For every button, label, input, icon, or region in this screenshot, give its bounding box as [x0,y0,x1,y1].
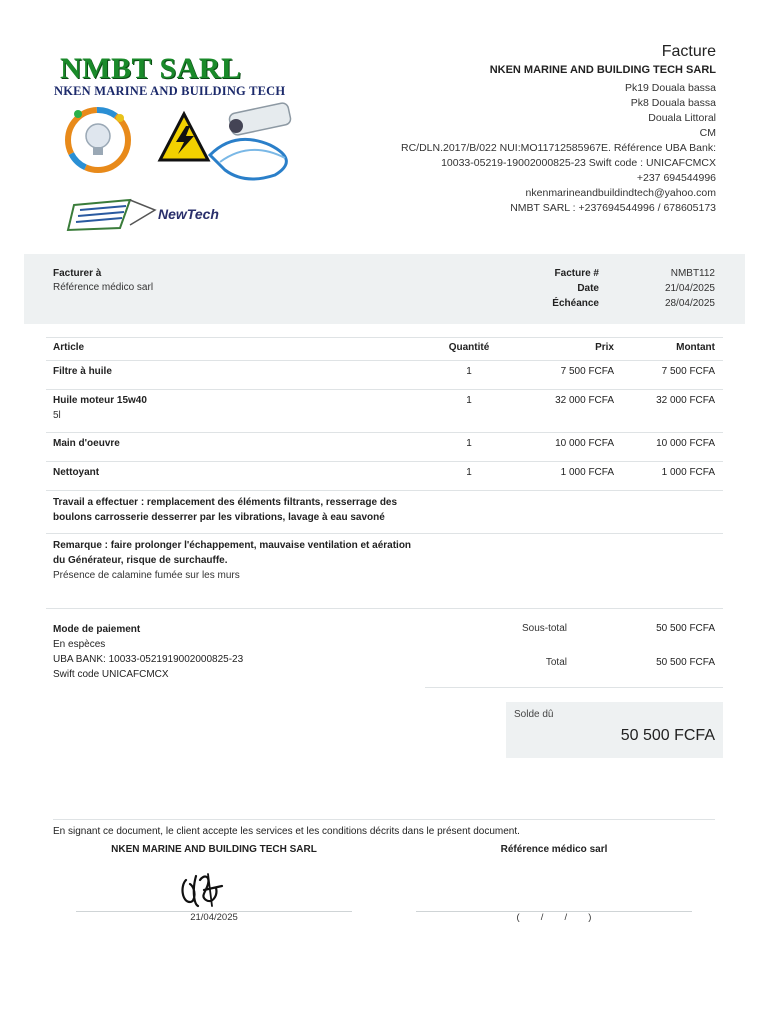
invoice-date: 21/04/2025 [664,283,715,294]
payment-swift: Swift code UNICAFCMCX [53,669,169,680]
company-country: CM [699,127,716,139]
client-name: Référence médico sarl [53,282,154,293]
company-address-line: Pk19 Douala bassa [624,82,716,94]
company-city: Douala Littoral [648,112,716,124]
invoice-number-label: Facture # [554,268,599,279]
table-top-rule [46,337,723,338]
company-phone: +237 694544996 [636,172,716,184]
table-row-qty: 1 [466,438,472,449]
newtech-logo-icon [68,200,155,230]
table-row-qty: 1 [466,467,472,478]
consent-text: En signant ce document, le client accepte les services et les conditions décrits dans le présent document. [53,826,520,837]
remark-note [53,538,413,583]
due-date-label: Échéance [552,298,599,309]
table-row-article: Huile moteur 15w40 [53,395,147,406]
handwritten-signature [178,866,224,912]
bill-to-label: Facturer à [53,268,102,279]
balance-due-label: Solde dû [514,709,554,720]
total-label: Total [545,657,567,668]
table-row-amount: 7 500 FCFA [661,366,715,377]
company-registration: RC/DLN.2017/B/022 NUI:MO11712585967E. Référence UBA Bank: [401,142,716,154]
remark-note-line: Remarque : faire prolonger l'échappement, mauvaise ventilation et aération [53,540,412,551]
signer-company-name: NKEN MARINE AND BUILDING TECH SARL [111,844,317,855]
row-divider [46,360,723,361]
subtotal-value: 50 500 FCFA [656,623,715,634]
col-header-quantity: Quantité [448,342,490,353]
work-note-line: boulons carrosserie desserrer par les vibrations, lavage à eau savoné [53,512,385,523]
payment-mode-label: Mode de paiement [53,624,141,635]
company-name: NKEN MARINE AND BUILDING TECH SARL [489,64,716,76]
left-signature-date: 21/04/2025 [190,912,238,923]
table-row-article: Filtre à huile [53,366,112,377]
brand-name: NMBT SARL [60,52,242,85]
payment-bank: UBA BANK: 10033-0521919002000825-23 [53,654,244,665]
table-row-description: 5l [53,410,61,421]
invoice-date-label: Date [577,283,599,294]
high-voltage-icon [160,114,208,160]
work-note [53,495,413,525]
total-value: 50 500 FCFA [656,657,715,668]
payment-method: En espèces [53,639,106,650]
row-divider [46,533,723,534]
row-divider [46,432,723,433]
company-address-line: Pk8 Douala bassa [630,97,716,109]
lightbulb-icon [68,110,128,170]
table-row-article: Main d'oeuvre [53,438,120,449]
table-row-qty: 1 [466,366,472,377]
table-row-article: Nettoyant [53,467,100,478]
col-header-price: Prix [595,342,614,353]
company-bank: 10033-05219-19002000825-23 Swift code : UNICAFCMCX [441,157,716,169]
invoice-number: NMBT112 [670,268,715,279]
table-row-price: 1 000 FCFA [560,467,614,478]
table-row-price: 32 000 FCFA [555,395,614,406]
company-info [401,44,716,216]
signature-top-rule [53,819,715,820]
document-title: Facture [661,43,716,60]
company-contact: NMBT SARL : +237694544996 / 678605173 [510,202,716,214]
totals-rule [425,687,723,688]
table-row-price: 7 500 FCFA [560,366,614,377]
newtech-wordmark: NewTech [158,206,219,222]
security-camera-icon [210,102,292,179]
due-date: 28/04/2025 [664,298,715,309]
balance-due-amount: 50 500 FCFA [620,727,715,744]
table-row-price: 10 000 FCFA [555,438,614,449]
signer-client-name: Référence médico sarl [500,844,608,855]
payment-section [53,622,243,682]
subtotal-label: Sous-total [521,623,567,634]
row-divider [46,461,723,462]
col-header-article: Article [53,342,85,353]
table-bottom-rule [46,608,723,609]
table-row-amount: 1 000 FCFA [661,467,715,478]
row-divider [46,389,723,390]
brand-tagline: NKEN MARINE AND BUILDING TECH [54,84,286,98]
table-row-amount: 32 000 FCFA [656,395,715,406]
company-email: nkenmarineandbuildindtech@yahoo.com [525,187,716,199]
work-note-line: Travail a effectuer : remplacement des éléments filtrants, resserrage des [53,497,398,508]
col-header-amount: Montant [676,342,715,353]
table-row-amount: 10 000 FCFA [656,438,715,449]
row-divider [46,490,723,491]
table-row-qty: 1 [466,395,472,406]
remark-note-line: Présence de calamine fumée sur les murs [53,570,240,581]
right-signature-date: ( / / ) [516,912,592,923]
remark-note-line: du Générateur, risque de surchauffe. [53,555,228,566]
